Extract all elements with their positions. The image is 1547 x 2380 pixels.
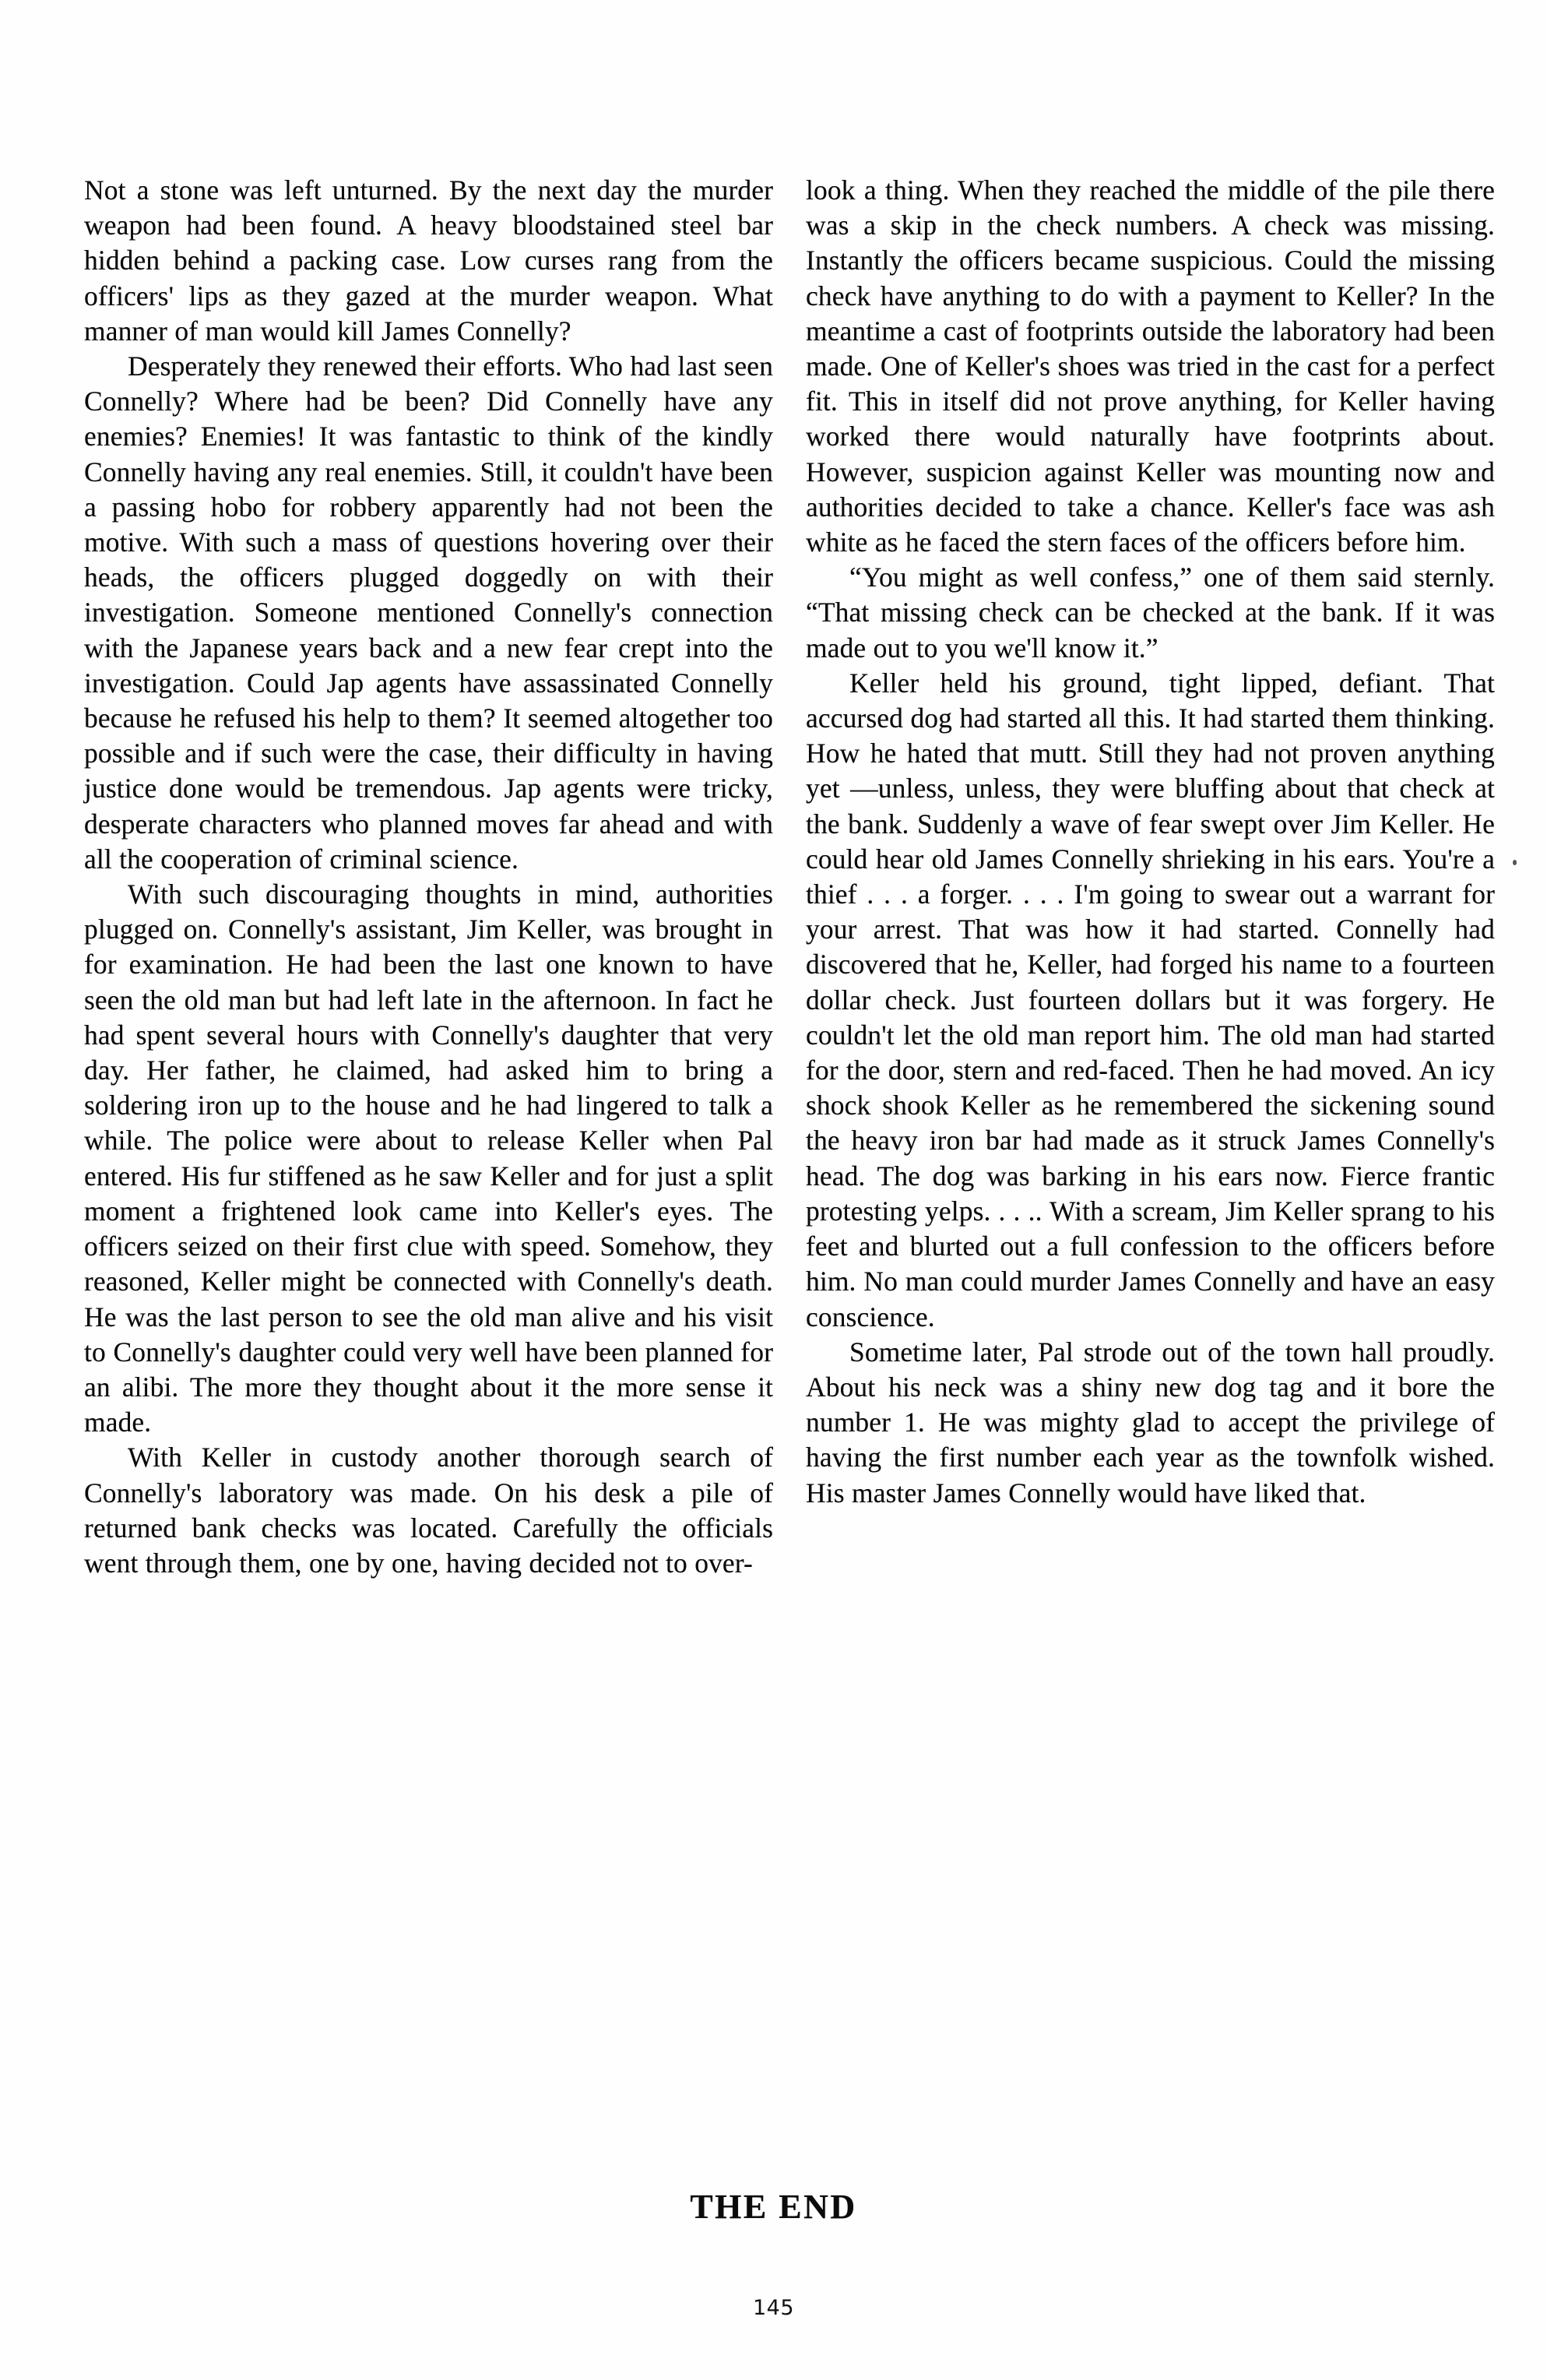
paragraph: With Keller in custody another thorough search of Connelly's laboratory was made. On his desk a pile of returned bank checks was located. Carefully the officials went through them, one by one, having decided not to over- xyxy=(84,1442,773,1579)
paragraph: Sometime later, Pal strode out of the town hall proudly. About his neck was a shiny new dog tag and it bore the number 1. He was mighty glad to accept the privilege of having the first number each year as the townfolk wished. His master James Connelly would have liked that. xyxy=(806,1336,1495,1509)
paragraph: With such discouraging thoughts in mind, authorities plugged on. Connelly's assistant, Jim Keller, was brought in for examination. He had been the last one known to have seen the old man but had left late in the afternoon. In fact he had spent several hours with Connelly's daughter that very day. Her father, he claimed, had asked him to bring a soldering iron up to the house and he had lingered to talk a while. The police were about to release Keller when Pal entered. His fur stiffened as he saw Keller and for just a split moment a frightened look came into Keller's eyes. The officers seized on their first clue with speed. Somehow, they reasoned, Keller might be connected with Connelly's death. He was the last person to see the old man alive and his visit to Connelly's daughter could very well have been planned for an alibi. The more they thought about it the more sense it made. xyxy=(84,878,773,1438)
scan-artifact-speck xyxy=(1513,860,1517,865)
paragraph: Not a stone was left unturned. By the next day the murder weapon had been found. A heavy bloodstained steel bar hidden behind a packing case. Low curses rang from the officers' lips as they gazed at the murder weapon. What manner of man would kill James Connelly? xyxy=(84,174,773,347)
paragraph: Keller held his ground, tight lipped, defiant. That accursed dog had started all this. It had started them thinking. How he hated that mutt. Still they had not proven anything yet —unless, unless, they were bluffing about that check at the bank. Suddenly a wave of fear swept over Jim Keller. He could hear old James Connelly shrieking in his ears. You're a thief . . . a forger. . . . I'm going to swear out a warrant for your arrest. That was how it had started. Connelly had discovered that he, Keller, had forged his name to a fourteen dollar check. Just fourteen dollars but it was forgery. He couldn't let the old man report him. The old man had started for the door, stern and red-faced. Then he had moved. An icy shock shook Keller as he remembered the sickening sound the heavy iron bar had made as it struck James Connelly's head. The dog was barking in his ears now. Fierce frantic protesting yelps. . . .. With a scream, Jim Keller sprang to his feet and blurted out a full confession to the officers before him. No man could murder James Connelly and have an easy conscience. xyxy=(806,667,1495,1333)
right-text-column xyxy=(806,173,1495,1511)
paragraph: Desperately they renewed their efforts. Who had last seen Connelly? Where had be been? Did Connelly have any enemies? Enemies! It was fantastic to think of the kindly Connelly having any real enemies. Still, it couldn't have been a passing hobo for robbery apparently had not been the motive. With such a mass of questions hovering over their heads, the officers plugged doggedly on with their investigation. Someone mentioned Connelly's connection with the Japanese years back and a new fear crept into the investigation. Could Jap agents have assassinated Connelly because he refused his help to them? It seemed altogether too possible and if such were the case, their difficulty in having justice done would be tremendous. Jap agents were tricky, desperate characters who planned moves far ahead and with all the cooperation of criminal science. xyxy=(84,350,773,875)
two-column-text-block xyxy=(84,173,1495,1581)
left-text-column xyxy=(84,173,773,1581)
paragraph: look a thing. When they reached the middle of the pile there was a skip in the check numbers. A check was missing. Instantly the officers became suspicious. Could the missing check have anything to do with a payment to Keller? In the meantime a cast of footprints outside the laboratory had been made. One of Keller's shoes was tried in the cast for a perfect fit. This in itself did not prove anything, for Keller having worked there would naturally have footprints about. However, suspicion against Keller was mounting now and authorities decided to take a chance. Keller's face was ash white as he faced the stern faces of the officers before him. xyxy=(806,174,1495,558)
page-number: 145 xyxy=(752,2296,795,2320)
story-end-mark: THE END xyxy=(690,2188,857,2226)
paragraph: “You might as well confess,” one of them said sternly. “That missing check can be checked at the bank. If it was made out to you we'll know it.” xyxy=(806,562,1495,664)
